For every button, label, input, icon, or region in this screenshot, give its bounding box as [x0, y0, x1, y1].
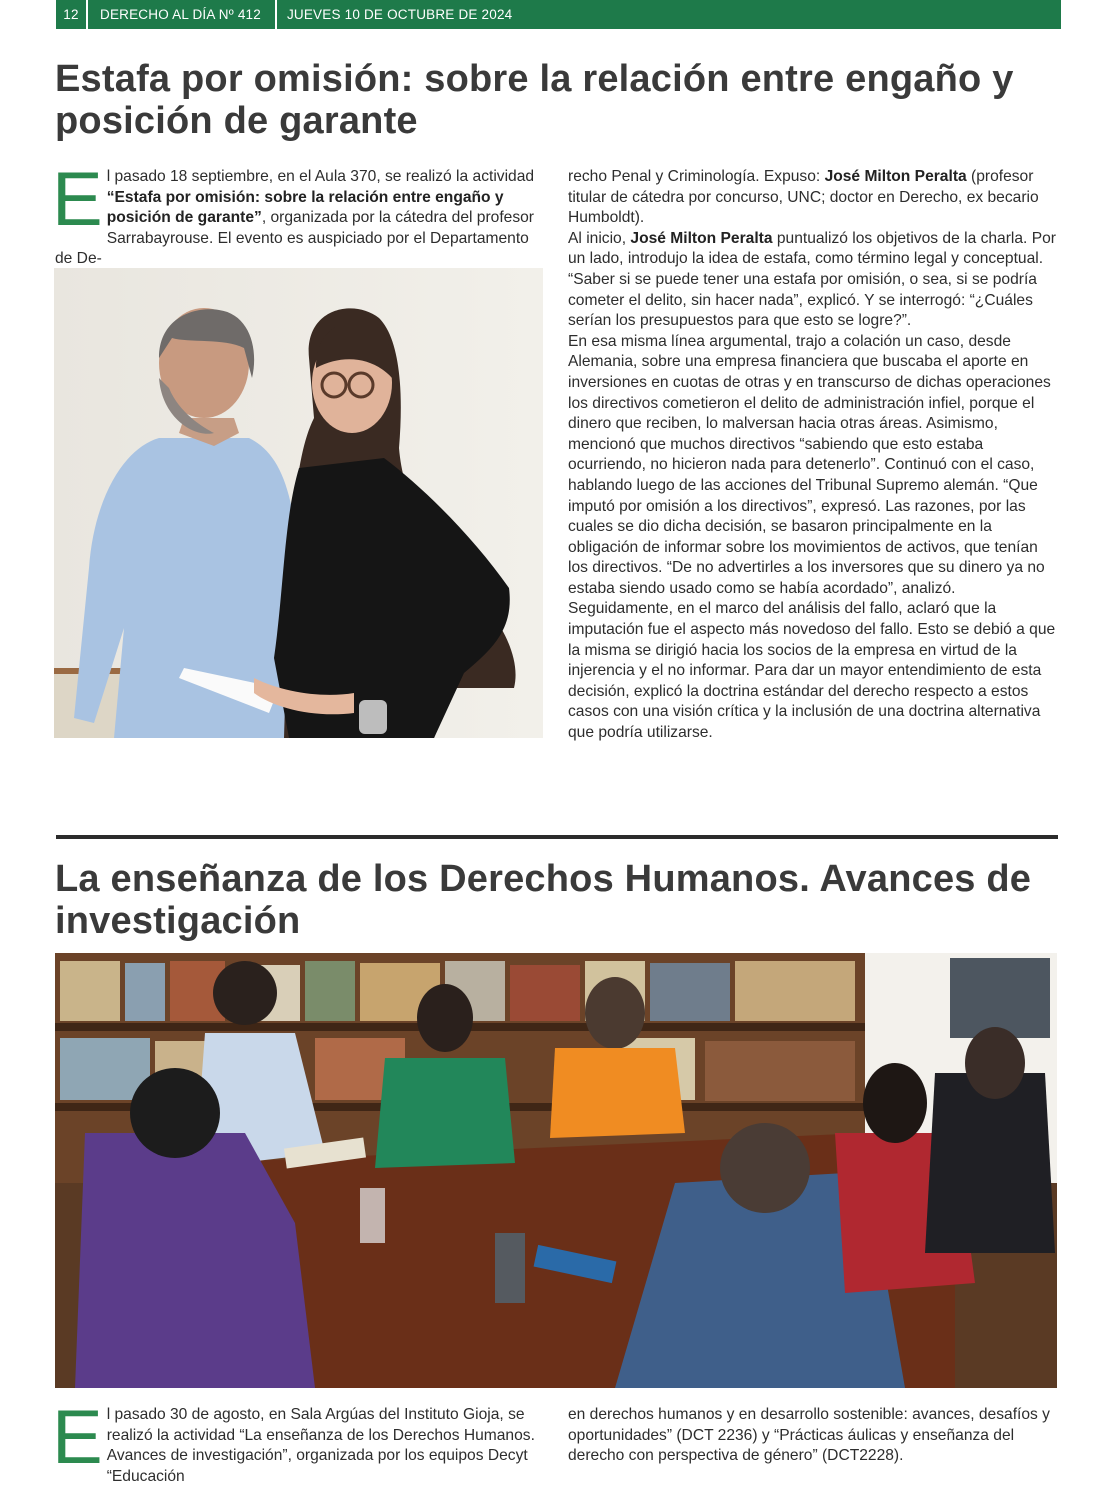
- article2-title-line2: investigación: [55, 900, 301, 942]
- publication-name: DERECHO AL DÍA Nº 412: [100, 7, 261, 22]
- page-number: 12: [63, 7, 79, 22]
- objectives-text: puntualizó los objetivos de la charla. Por un lado, introdujo la idea de estafa, como término legal y conceptual. “Saber si se puede tener una estafa por omisión, o sea, si se podría cometer el delito, sin hacer nada”, explicó. Y se interrogó: “¿Cuáles serían los presupuestos para que esto se logre?”.: [568, 229, 1056, 330]
- article1-paragraph-speaker: [568, 167, 1056, 229]
- article1-intro-text: l pasado 18 septiembre, en el Aula 370, se realizó la actividad: [106, 168, 535, 185]
- article1-event-name: “Estafa por omisión: sobre la relación entre engaño y posición de garante”: [106, 188, 504, 227]
- article2-title: [55, 858, 1031, 942]
- article1-title-line1: Estafa por omisión: sobre la relación entre engaño y: [55, 58, 1014, 100]
- article1-left-column: [52, 157, 542, 270]
- speaker-name: José Milton Peralta: [824, 168, 967, 185]
- speaker-intro: recho Penal y Criminología. Expuso:: [568, 168, 825, 185]
- article1-paragraph-case: En esa misma línea argumental, trajo a colación un caso, desde Alemania, sobre una empresa financiera que buscaba el aporte en inversiones en cuotas de otras y en transcurso de dichas operaciones los directivos cometieron el delito de administración infiel, porque el dinero que reciben, lo malversan hacia otras áreas. Asimismo, mencionó que muchos directivos “sabiendo que esto estaba ocurriendo, no hicieron nada para detenerlo”. Continuó con el caso, hablando luego de las acciones del Tribunal Supremo alemán. “Que imputó por omisión a los directivos”, expresó. Las razones, por las cuales se dio dicha decisión, se basaron principalmente en la obligación de informar sobre los movimientos de activos, que tenían los directivos. “De no advertirles a los inversores que su dinero ya no estaba siendo usado como se había acordado”, analizó.: [568, 332, 1051, 597]
- article1-paragraph-objectives: [568, 229, 1056, 332]
- speaker-name-repeat: José Milton Peralta: [630, 229, 773, 247]
- article2-continuation-text: en derechos humanos y en desarrollo sostenible: avances, desafíos y oportunidades” (DCT 2236) y “Prácticas áulicas y enseñanza del derecho con perspectiva de género” (DCT2228).: [568, 1406, 1050, 1465]
- article1-title-line2: posición de garante: [55, 100, 418, 142]
- article2-photo: [55, 953, 1057, 1388]
- article2-dropcap: E: [52, 1395, 103, 1480]
- article1-intro-rest: , organizada por la cátedra del profesor Sarrabayrouse. El evento es auspiciado por el Departamento de De-: [55, 209, 535, 268]
- article1-dropcap: E: [52, 157, 103, 242]
- article2-intro-text: l pasado 30 de agosto, en Sala Argúas del Instituto Gioja, se realizó la actividad “La enseñanza de los Derechos Humanos. Avances de investigación”, organizada por los equipos Decyt “Educación: [106, 1406, 535, 1485]
- article1-photo: [54, 268, 543, 738]
- article1-right-column: [568, 167, 1056, 744]
- speaker-credentials: (profesor titular de cátedra por concurso, UNC; doctor en Derecho, ex becario Humboldt).: [568, 168, 1039, 227]
- article2-left-column: [52, 1395, 547, 1487]
- article2-title-line1: La enseñanza de los Derechos Humanos. Avances de: [55, 858, 1032, 900]
- objectives-intro: Al inicio,: [568, 229, 631, 247]
- issue-date: JUEVES 10 DE OCTUBRE DE 2024: [286, 7, 513, 22]
- article1-title: [55, 58, 1014, 142]
- page-header: [56, 0, 1061, 29]
- article2-right-column: [568, 1405, 1058, 1467]
- article1-paragraph-analysis: Seguidamente, en el marco del análisis del fallo, aclaró que la imputación fue el aspecto más novedoso del fallo. Esto se debió a que la misma se dirigió hacia los socios de la empresa en virtud de la injerencia y el no informar. Para dar un mayor entendimiento de esta decisión, explicó la doctrina estándar del derecho respecto a estos casos con una visión crítica y la inclusión de una doctrina alternativa que podría utilizarse.: [568, 600, 1056, 742]
- section-divider: [56, 835, 1058, 839]
